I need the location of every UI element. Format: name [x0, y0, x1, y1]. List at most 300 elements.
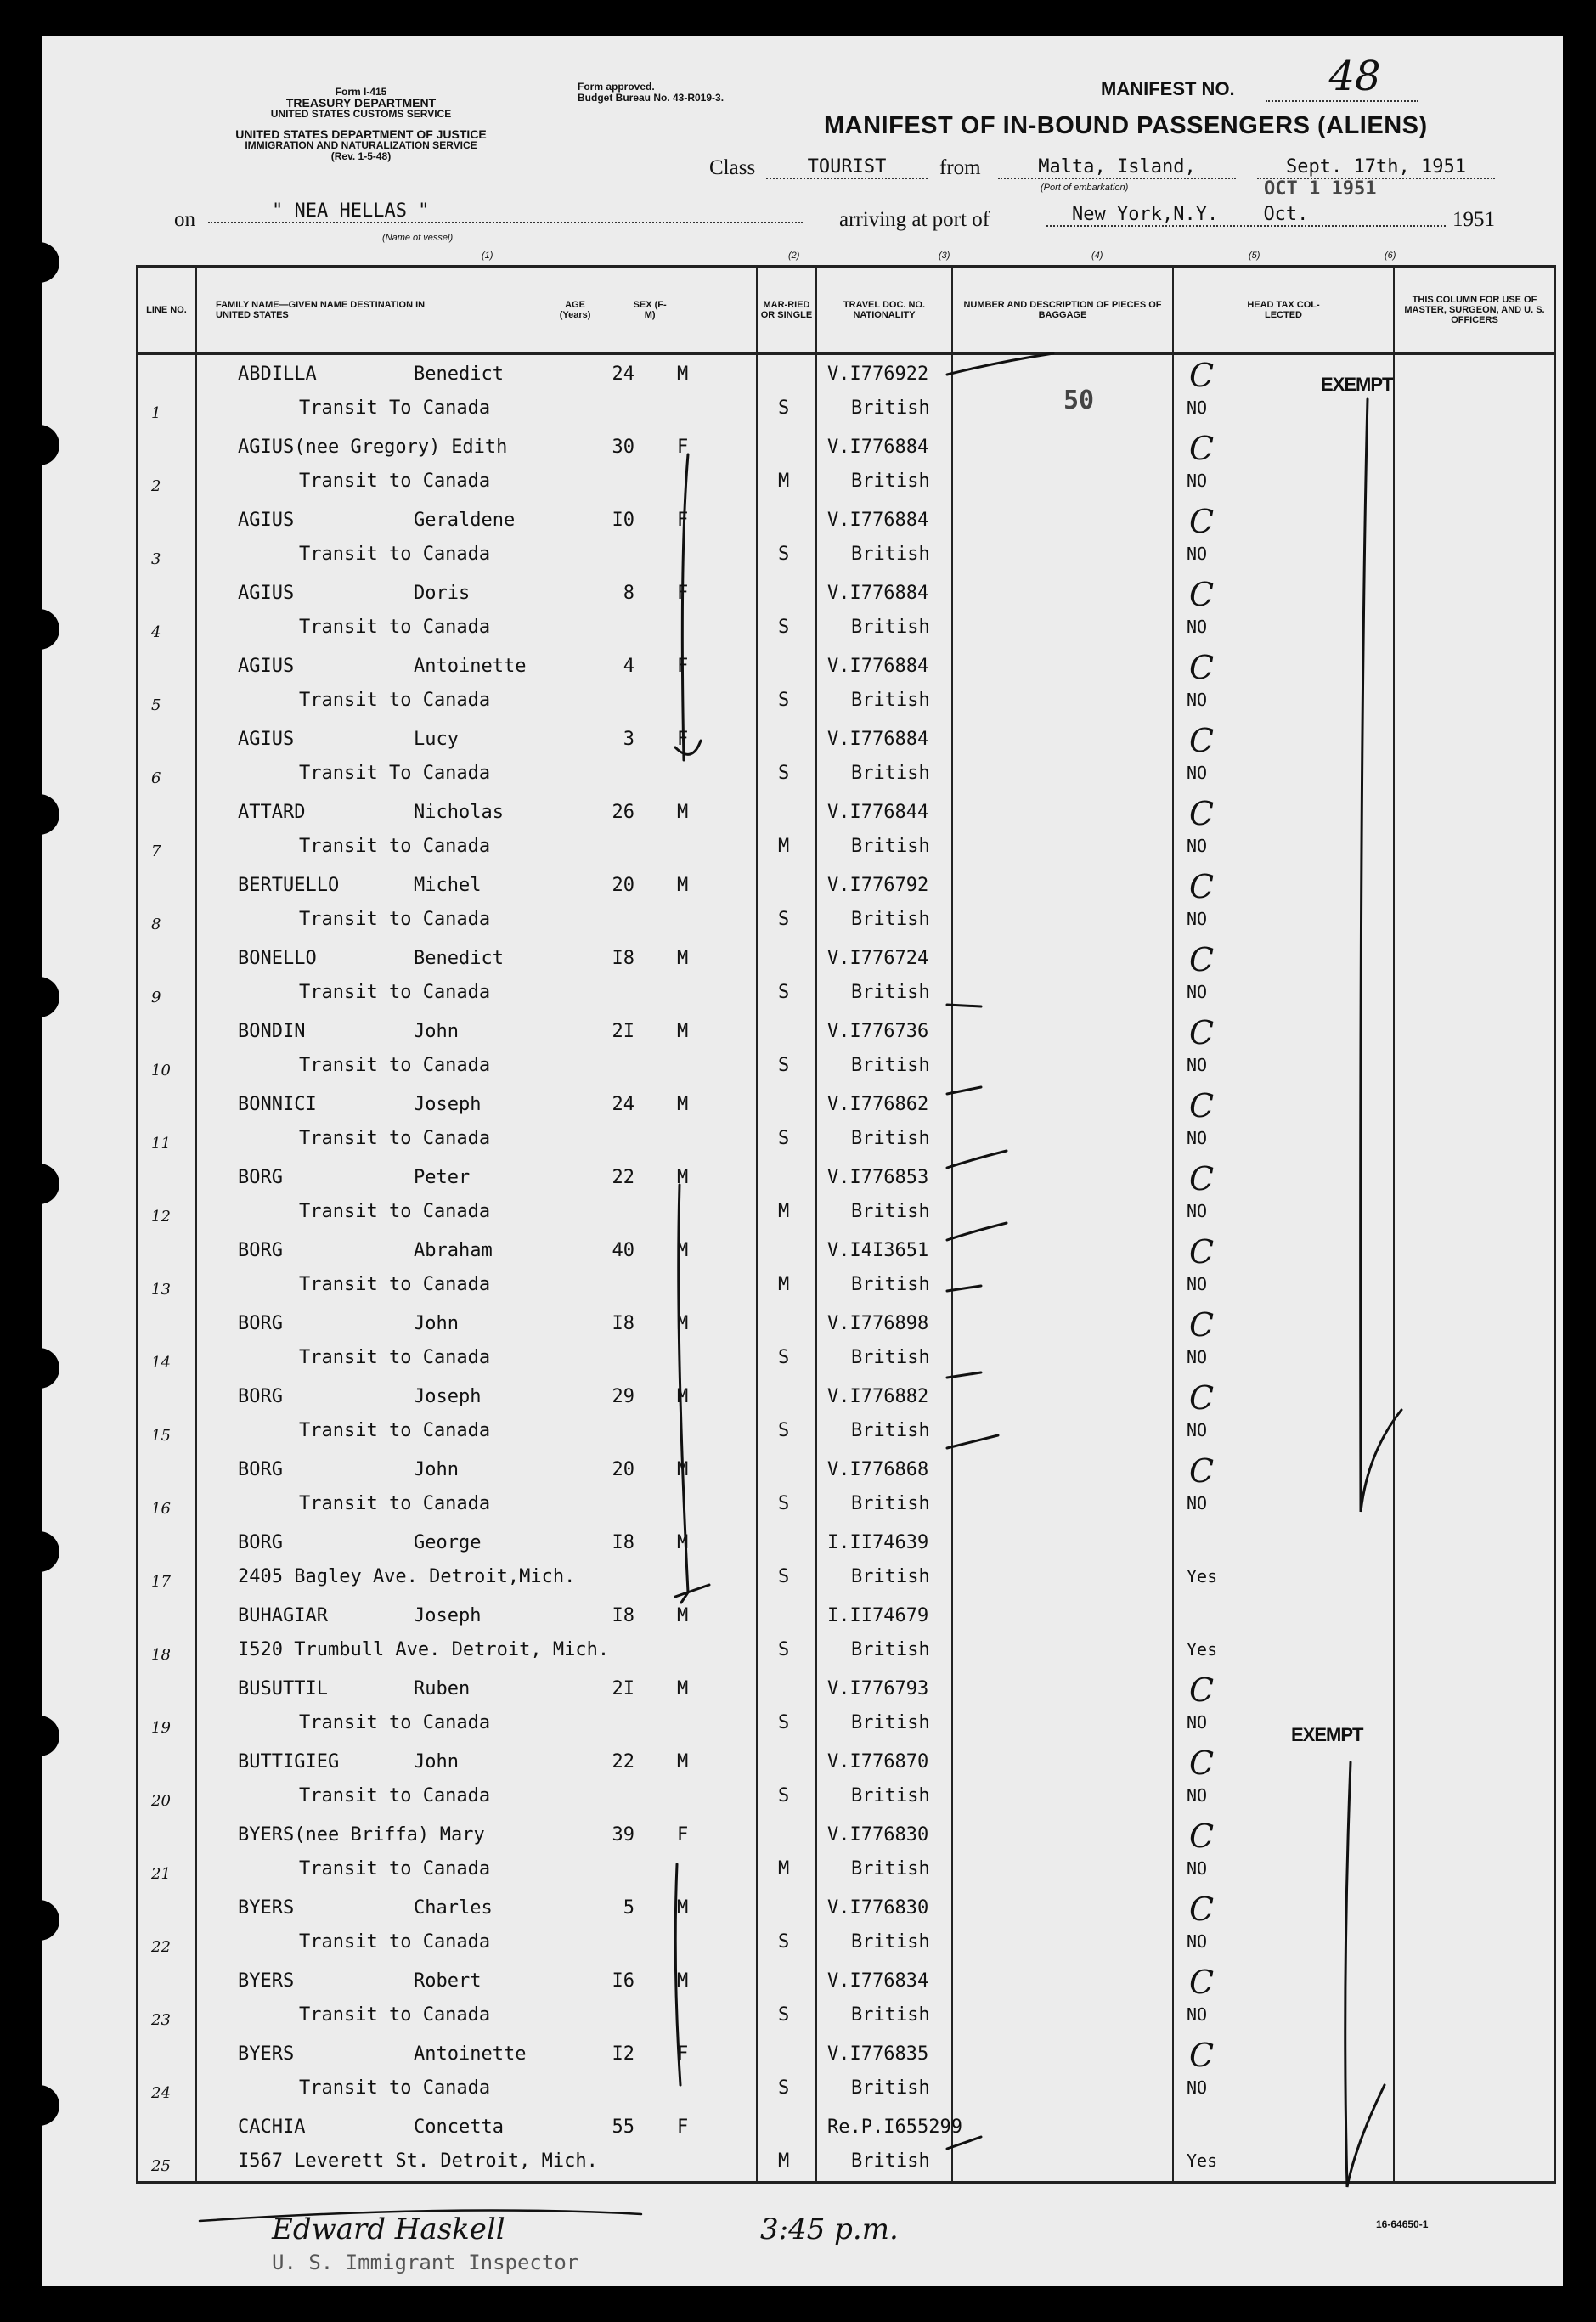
name-cell: [196, 1816, 757, 1889]
family-name: BORG: [238, 1532, 283, 1553]
sex: M: [677, 364, 689, 385]
nationality: British: [851, 1420, 930, 1441]
marital-status: S: [778, 1931, 790, 1953]
class-value: TOURIST: [766, 156, 928, 179]
officer-cell: [1394, 1378, 1555, 1451]
officer-cell: [1394, 1231, 1555, 1305]
age: I0: [612, 510, 634, 531]
destination: Transit To Canada: [299, 397, 491, 419]
officer-cell: [1394, 1743, 1555, 1816]
headtax-cell: [1173, 1158, 1394, 1231]
travel-cell: [816, 574, 952, 647]
headtax-collected: NO: [1187, 1712, 1208, 1733]
line-cell: [137, 1305, 196, 1378]
destination: Transit to Canada: [299, 1420, 491, 1441]
name-cell: [196, 1451, 757, 1524]
headtax-collected: NO: [1187, 1201, 1208, 1221]
line-number: 24: [151, 2084, 171, 2102]
headtax-collected: Yes: [1187, 1566, 1218, 1587]
family-name: AGIUS: [238, 656, 295, 677]
sex: F: [677, 2116, 689, 2138]
baggage-cell: [952, 793, 1173, 866]
travel-cell: [816, 647, 952, 720]
manifest-number-line: [1266, 100, 1418, 102]
marital-status: S: [778, 1566, 790, 1587]
marital-status: S: [778, 2004, 790, 2026]
officer-cell: [1394, 574, 1555, 647]
age: 5: [623, 1897, 634, 1919]
headtax-collected: NO: [1187, 1420, 1208, 1440]
travel-doc: V.I776792: [827, 875, 929, 896]
header-line: LINE NO.: [137, 267, 196, 354]
travel-doc: V.I776922: [827, 364, 929, 385]
travel-doc: V.I776736: [827, 1021, 929, 1042]
officer-cell: [1394, 1962, 1555, 2035]
headtax-cell: [1173, 501, 1394, 574]
marital-status: S: [778, 1347, 790, 1368]
line-number: 18: [151, 1646, 171, 1664]
line-cell: [137, 1158, 196, 1231]
marital-cell: [757, 501, 816, 574]
headtax-collected: NO: [1187, 2077, 1208, 2098]
line-number: 1: [151, 404, 161, 422]
age: 2I: [612, 1678, 634, 1699]
nationality: British: [851, 544, 930, 565]
travel-doc: V.I776830: [827, 1824, 929, 1846]
age: 24: [612, 1094, 634, 1115]
nationality: British: [851, 1493, 930, 1514]
arrival-month: Oct.: [1263, 204, 1309, 225]
travel-doc: V.I776884: [827, 583, 929, 604]
line-number: 25: [151, 2157, 171, 2175]
col-number-1: (1): [482, 251, 493, 261]
age: I2: [612, 2043, 634, 2065]
baggage-cell: [952, 1743, 1173, 1816]
headtax-check-mark: C: [1189, 1452, 1215, 1490]
marital-status: M: [778, 1274, 790, 1295]
baggage-cell: [952, 1012, 1173, 1085]
travel-cell: [816, 866, 952, 939]
destination: Transit to Canada: [299, 2004, 491, 2026]
headtax-cell: [1173, 866, 1394, 939]
marital-cell: [757, 1524, 816, 1597]
given-name-inline: Edith: [451, 437, 508, 458]
destination: Transit to Canada: [299, 1201, 491, 1222]
travel-cell: [816, 2108, 962, 2183]
travel-cell: [816, 1378, 952, 1451]
baggage-count: 50: [1063, 386, 1095, 415]
marital-cell: [757, 1158, 816, 1231]
headtax-collected: NO: [1187, 471, 1208, 491]
name-cell: [196, 1962, 757, 2035]
nationality: British: [851, 1128, 930, 1149]
travel-cell: [816, 1889, 952, 1962]
headtax-check-mark: C: [1189, 1671, 1215, 1709]
table-row: [137, 2035, 1555, 2108]
name-cell: [196, 1378, 757, 1451]
travel-cell: [816, 720, 952, 793]
binder-hole: [19, 1164, 59, 1204]
table-row: [137, 1012, 1555, 1085]
age: 22: [612, 1751, 634, 1772]
marital-cell: [757, 2108, 816, 2183]
travel-cell: [816, 1085, 952, 1158]
binder-hole: [19, 1348, 59, 1389]
from-value: Malta, Island,: [998, 156, 1236, 179]
marital-cell: [757, 2035, 816, 2108]
headtax-cell: [1173, 939, 1394, 1012]
name-cell: [196, 574, 757, 647]
class-label: Class: [709, 156, 756, 179]
given-name: Antoinette: [414, 656, 527, 677]
given-name: John: [414, 1459, 459, 1480]
col-number-4: (4): [1091, 251, 1103, 261]
line-number: 12: [151, 1208, 171, 1226]
line-number: 5: [151, 696, 161, 714]
marital-status: S: [778, 909, 790, 930]
name-cell: [196, 866, 757, 939]
marital-cell: [757, 1231, 816, 1305]
officer-cell: [1394, 1085, 1555, 1158]
table-row: [137, 1962, 1555, 2035]
marital-status: S: [778, 1128, 790, 1149]
budget-bureau: Budget Bureau No. 43-R019-3.: [578, 92, 725, 104]
form-code: 16-64650-1: [1376, 2218, 1429, 2230]
nationality: British: [851, 2004, 930, 2026]
family-name: BUTTIGIEG: [238, 1751, 340, 1772]
name-cell: [196, 1889, 757, 1962]
given-name: Concetta: [414, 2116, 504, 2138]
line-number: 2: [151, 477, 161, 495]
sex: F: [677, 729, 689, 750]
name-cell: [196, 1012, 757, 1085]
line-cell: [137, 1012, 196, 1085]
name-cell: [196, 939, 757, 1012]
age: 55: [612, 2116, 634, 2138]
nationality: British: [851, 1931, 930, 1953]
headtax-collected: NO: [1187, 1931, 1208, 1952]
travel-cell: [816, 1670, 952, 1743]
binder-hole: [19, 794, 59, 835]
marital-cell: [757, 1378, 816, 1451]
name-cell: [196, 1670, 757, 1743]
travel-doc: V.I776853: [827, 1167, 929, 1188]
name-cell: [196, 1158, 757, 1231]
nationality: British: [851, 1858, 930, 1880]
family-name: BYERS: [238, 2043, 295, 2065]
header-age: AGE (Years): [559, 300, 591, 320]
officer-cell: [1394, 1889, 1555, 1962]
given-name: Joseph: [414, 1386, 482, 1407]
destination: Transit to Canada: [299, 617, 491, 638]
age: 4: [623, 656, 634, 677]
on-label: on: [174, 208, 195, 231]
travel-cell: [816, 1231, 952, 1305]
arrival-port: New York,N.Y.: [1072, 204, 1219, 225]
passenger-table: [136, 265, 1556, 2184]
line-cell: [137, 574, 196, 647]
age: I6: [612, 1970, 634, 1992]
baggage-cell: [952, 574, 1173, 647]
marital-status: M: [778, 2150, 790, 2172]
table-row: [137, 1889, 1555, 1962]
line-cell: [137, 1597, 196, 1670]
line-number: 19: [151, 1719, 171, 1737]
headtax-collected: NO: [1187, 617, 1208, 637]
baggage-cell: [952, 1378, 1173, 1451]
travel-doc: V.I776844: [827, 802, 929, 823]
name-cell: [196, 501, 757, 574]
nationality: British: [851, 1566, 930, 1587]
travel-doc: I.II74639: [827, 1532, 929, 1553]
sex: M: [677, 1094, 689, 1115]
headtax-cell: [1173, 1378, 1394, 1451]
destination: Transit to Canada: [299, 909, 491, 930]
headtax-cell: [1173, 1962, 1394, 2035]
header-name-text: FAMILY NAME—GIVEN NAME DESTINATION IN UNITED STATES: [216, 300, 426, 320]
nationality: British: [851, 471, 930, 492]
travel-cell: [816, 1305, 952, 1378]
marital-status: M: [778, 1858, 790, 1880]
nationality: British: [851, 2077, 930, 2099]
marital-cell: [757, 354, 816, 429]
given-name: John: [414, 1021, 459, 1042]
name-cell: [196, 1085, 757, 1158]
travel-doc: V.I776884: [827, 437, 929, 458]
sex: M: [677, 875, 689, 896]
headtax-check-mark: C: [1189, 1891, 1215, 1928]
given-name: Lucy: [414, 729, 459, 750]
destination: Transit to Canada: [299, 1347, 491, 1368]
officer-cell: [1394, 793, 1555, 866]
age: I8: [612, 1532, 634, 1553]
travel-cell: [816, 1451, 952, 1524]
table-row: [137, 2108, 1555, 2183]
header-sex: SEX (F-M): [633, 300, 667, 320]
headtax-cell: [1173, 720, 1394, 793]
col-number-5: (5): [1249, 251, 1260, 261]
marital-cell: [757, 866, 816, 939]
headtax-collected: NO: [1187, 982, 1208, 1002]
line-cell: [137, 1670, 196, 1743]
line-cell: [137, 1743, 196, 1816]
binder-hole: [19, 977, 59, 1017]
marital-status: M: [778, 836, 790, 857]
nationality: British: [851, 1785, 930, 1806]
form-agency-block: [212, 87, 510, 120]
headtax-check-mark: C: [1189, 357, 1215, 394]
baggage-cell: [952, 1158, 1173, 1231]
sex: M: [677, 1970, 689, 1992]
headtax-check-mark: C: [1189, 795, 1215, 832]
marital-status: S: [778, 617, 790, 638]
destination: Transit to Canada: [299, 471, 491, 492]
table-row: [137, 1451, 1555, 1524]
family-name: CACHIA: [238, 2116, 306, 2138]
headtax-collected: NO: [1187, 1785, 1208, 1806]
table-header-row: [137, 267, 1555, 354]
table-row: [137, 647, 1555, 720]
nationality: British: [851, 909, 930, 930]
officer-cell: [1394, 1451, 1555, 1524]
line-cell: [137, 1524, 196, 1597]
travel-cell: [816, 1158, 952, 1231]
marital-status: S: [778, 1712, 790, 1733]
marital-status: S: [778, 1493, 790, 1514]
sex: M: [677, 1751, 689, 1772]
age: 39: [612, 1824, 634, 1846]
officer-cell: [1394, 1158, 1555, 1231]
line-cell: [137, 647, 196, 720]
baggage-cell: [952, 501, 1173, 574]
headtax-cell: [1173, 1085, 1394, 1158]
line-number: 11: [151, 1135, 171, 1153]
name-cell: [196, 1524, 757, 1597]
family-name: ABDILLA: [238, 364, 317, 385]
arrival-year: 1951: [1452, 208, 1495, 231]
travel-cell: [816, 939, 952, 1012]
baggage-cell: [952, 1597, 1173, 1670]
sex: M: [677, 948, 689, 969]
manifest-number: 48: [1328, 53, 1381, 100]
nationality: British: [851, 1055, 930, 1076]
table-row: [137, 1231, 1555, 1305]
age: 2I: [612, 1021, 634, 1042]
headtax-collected: NO: [1187, 763, 1208, 783]
family-name: BORG: [238, 1167, 283, 1188]
binder-hole: [19, 1900, 59, 1941]
baggage-cell: [952, 647, 1173, 720]
travel-doc: V.I776724: [827, 948, 929, 969]
destination: Transit to Canada: [299, 982, 491, 1003]
table-row: [137, 1378, 1555, 1451]
headtax-collected: NO: [1187, 397, 1208, 418]
officer-cell: [1394, 354, 1555, 429]
marital-cell: [757, 793, 816, 866]
headtax-check-mark: C: [1189, 1233, 1215, 1271]
baggage-cell: [952, 1524, 1173, 1597]
vessel-caption: (Name of vessel): [382, 233, 454, 243]
marital-cell: [757, 1816, 816, 1889]
given-name: Robert: [414, 1970, 482, 1992]
nationality: British: [851, 1274, 930, 1295]
officer-cell: [1394, 939, 1555, 1012]
given-name: Charles: [414, 1897, 493, 1919]
headtax-cell: [1173, 2035, 1394, 2108]
dept-justice: UNITED STATES DEPARTMENT OF JUSTICE: [235, 127, 487, 141]
marital-status: S: [778, 763, 790, 784]
headtax-check-mark: C: [1189, 1964, 1215, 2001]
exempt-stamp-1: EXEMPT: [1321, 374, 1393, 395]
embarkation-caption: (Port of embarkation): [1041, 183, 1129, 193]
manifest-number-label: MANIFEST NO.: [1101, 78, 1235, 99]
destination: Transit to Canada: [299, 836, 491, 857]
binder-hole: [19, 1531, 59, 1572]
binder-hole: [19, 2085, 59, 2126]
line-cell: [137, 428, 196, 501]
name-cell: [196, 2108, 757, 2183]
name-cell: [196, 1597, 757, 1670]
headtax-collected: NO: [1187, 836, 1208, 856]
sex: F: [677, 2043, 689, 2065]
line-number: 7: [151, 843, 161, 860]
dept-ins: IMMIGRATION AND NATURALIZATION SERVICE: [245, 139, 477, 151]
headtax-cell: [1173, 1597, 1394, 1670]
marital-cell: [757, 1012, 816, 1085]
header-travel: TRAVEL DOC. NO. NATIONALITY: [816, 267, 952, 354]
line-cell: [137, 720, 196, 793]
table-row: [137, 501, 1555, 574]
line-number: 20: [151, 1792, 171, 1810]
given-name: Benedict: [414, 364, 504, 385]
sex: M: [677, 1678, 689, 1699]
travel-doc: V.I776884: [827, 510, 929, 531]
family-name: BORG: [238, 1459, 283, 1480]
headtax-collected: Yes: [1187, 2150, 1218, 2171]
family-name: ATTARD: [238, 802, 306, 823]
marital-status: S: [778, 1420, 790, 1441]
marital-status: M: [778, 471, 790, 492]
travel-doc: V.I4I3651: [827, 1240, 929, 1261]
sex: M: [677, 1167, 689, 1188]
travel-cell: [816, 501, 952, 574]
travel-cell: [816, 428, 952, 501]
name-cell: [196, 720, 757, 793]
sex: F: [677, 437, 689, 458]
age: 22: [612, 1167, 634, 1188]
line-cell: [137, 1889, 196, 1962]
header-baggage: NUMBER AND DESCRIPTION OF PIECES OF BAGGAGE: [952, 267, 1173, 354]
given-name: Joseph: [414, 1094, 482, 1115]
col-number-2: (2): [788, 251, 800, 261]
col-number-3: (3): [939, 251, 950, 261]
headtax-cell: [1173, 1305, 1394, 1378]
sex: F: [677, 656, 689, 677]
age: 40: [612, 1240, 634, 1261]
line-number: 10: [151, 1062, 171, 1079]
travel-doc: V.I776793: [827, 1678, 929, 1699]
binder-hole: [19, 609, 59, 650]
headtax-collected: NO: [1187, 909, 1208, 929]
baggage-cell: [952, 354, 1173, 429]
family-name: AGIUS: [238, 729, 295, 750]
marital-cell: [757, 1451, 816, 1524]
baggage-cell: [952, 1816, 1173, 1889]
travel-cell: [816, 1816, 952, 1889]
name-cell: [196, 1231, 757, 1305]
family-name: BUSUTTIL: [238, 1678, 328, 1699]
destination: Transit to Canada: [299, 2077, 491, 2099]
table-row: [137, 793, 1555, 866]
line-cell: [137, 1378, 196, 1451]
travel-doc: V.I776868: [827, 1459, 929, 1480]
given-name: Benedict: [414, 948, 504, 969]
line-number: 13: [151, 1281, 171, 1299]
header-headtax: HEAD TAX COL-LECTED: [1173, 267, 1394, 354]
line-number: 22: [151, 1938, 171, 1956]
marital-status: M: [778, 1201, 790, 1222]
destination: Transit to Canada: [299, 1858, 491, 1880]
travel-cell: [816, 1743, 952, 1816]
inspector-signature: Edward Haskell: [272, 2212, 505, 2246]
line-cell: [137, 2035, 196, 2108]
travel-doc: V.I776884: [827, 656, 929, 677]
line-number: 15: [151, 1427, 171, 1445]
destination: Transit to Canada: [299, 1712, 491, 1733]
name-cell: [196, 428, 757, 501]
header-name: [196, 267, 757, 354]
destination: Transit to Canada: [299, 1785, 491, 1806]
